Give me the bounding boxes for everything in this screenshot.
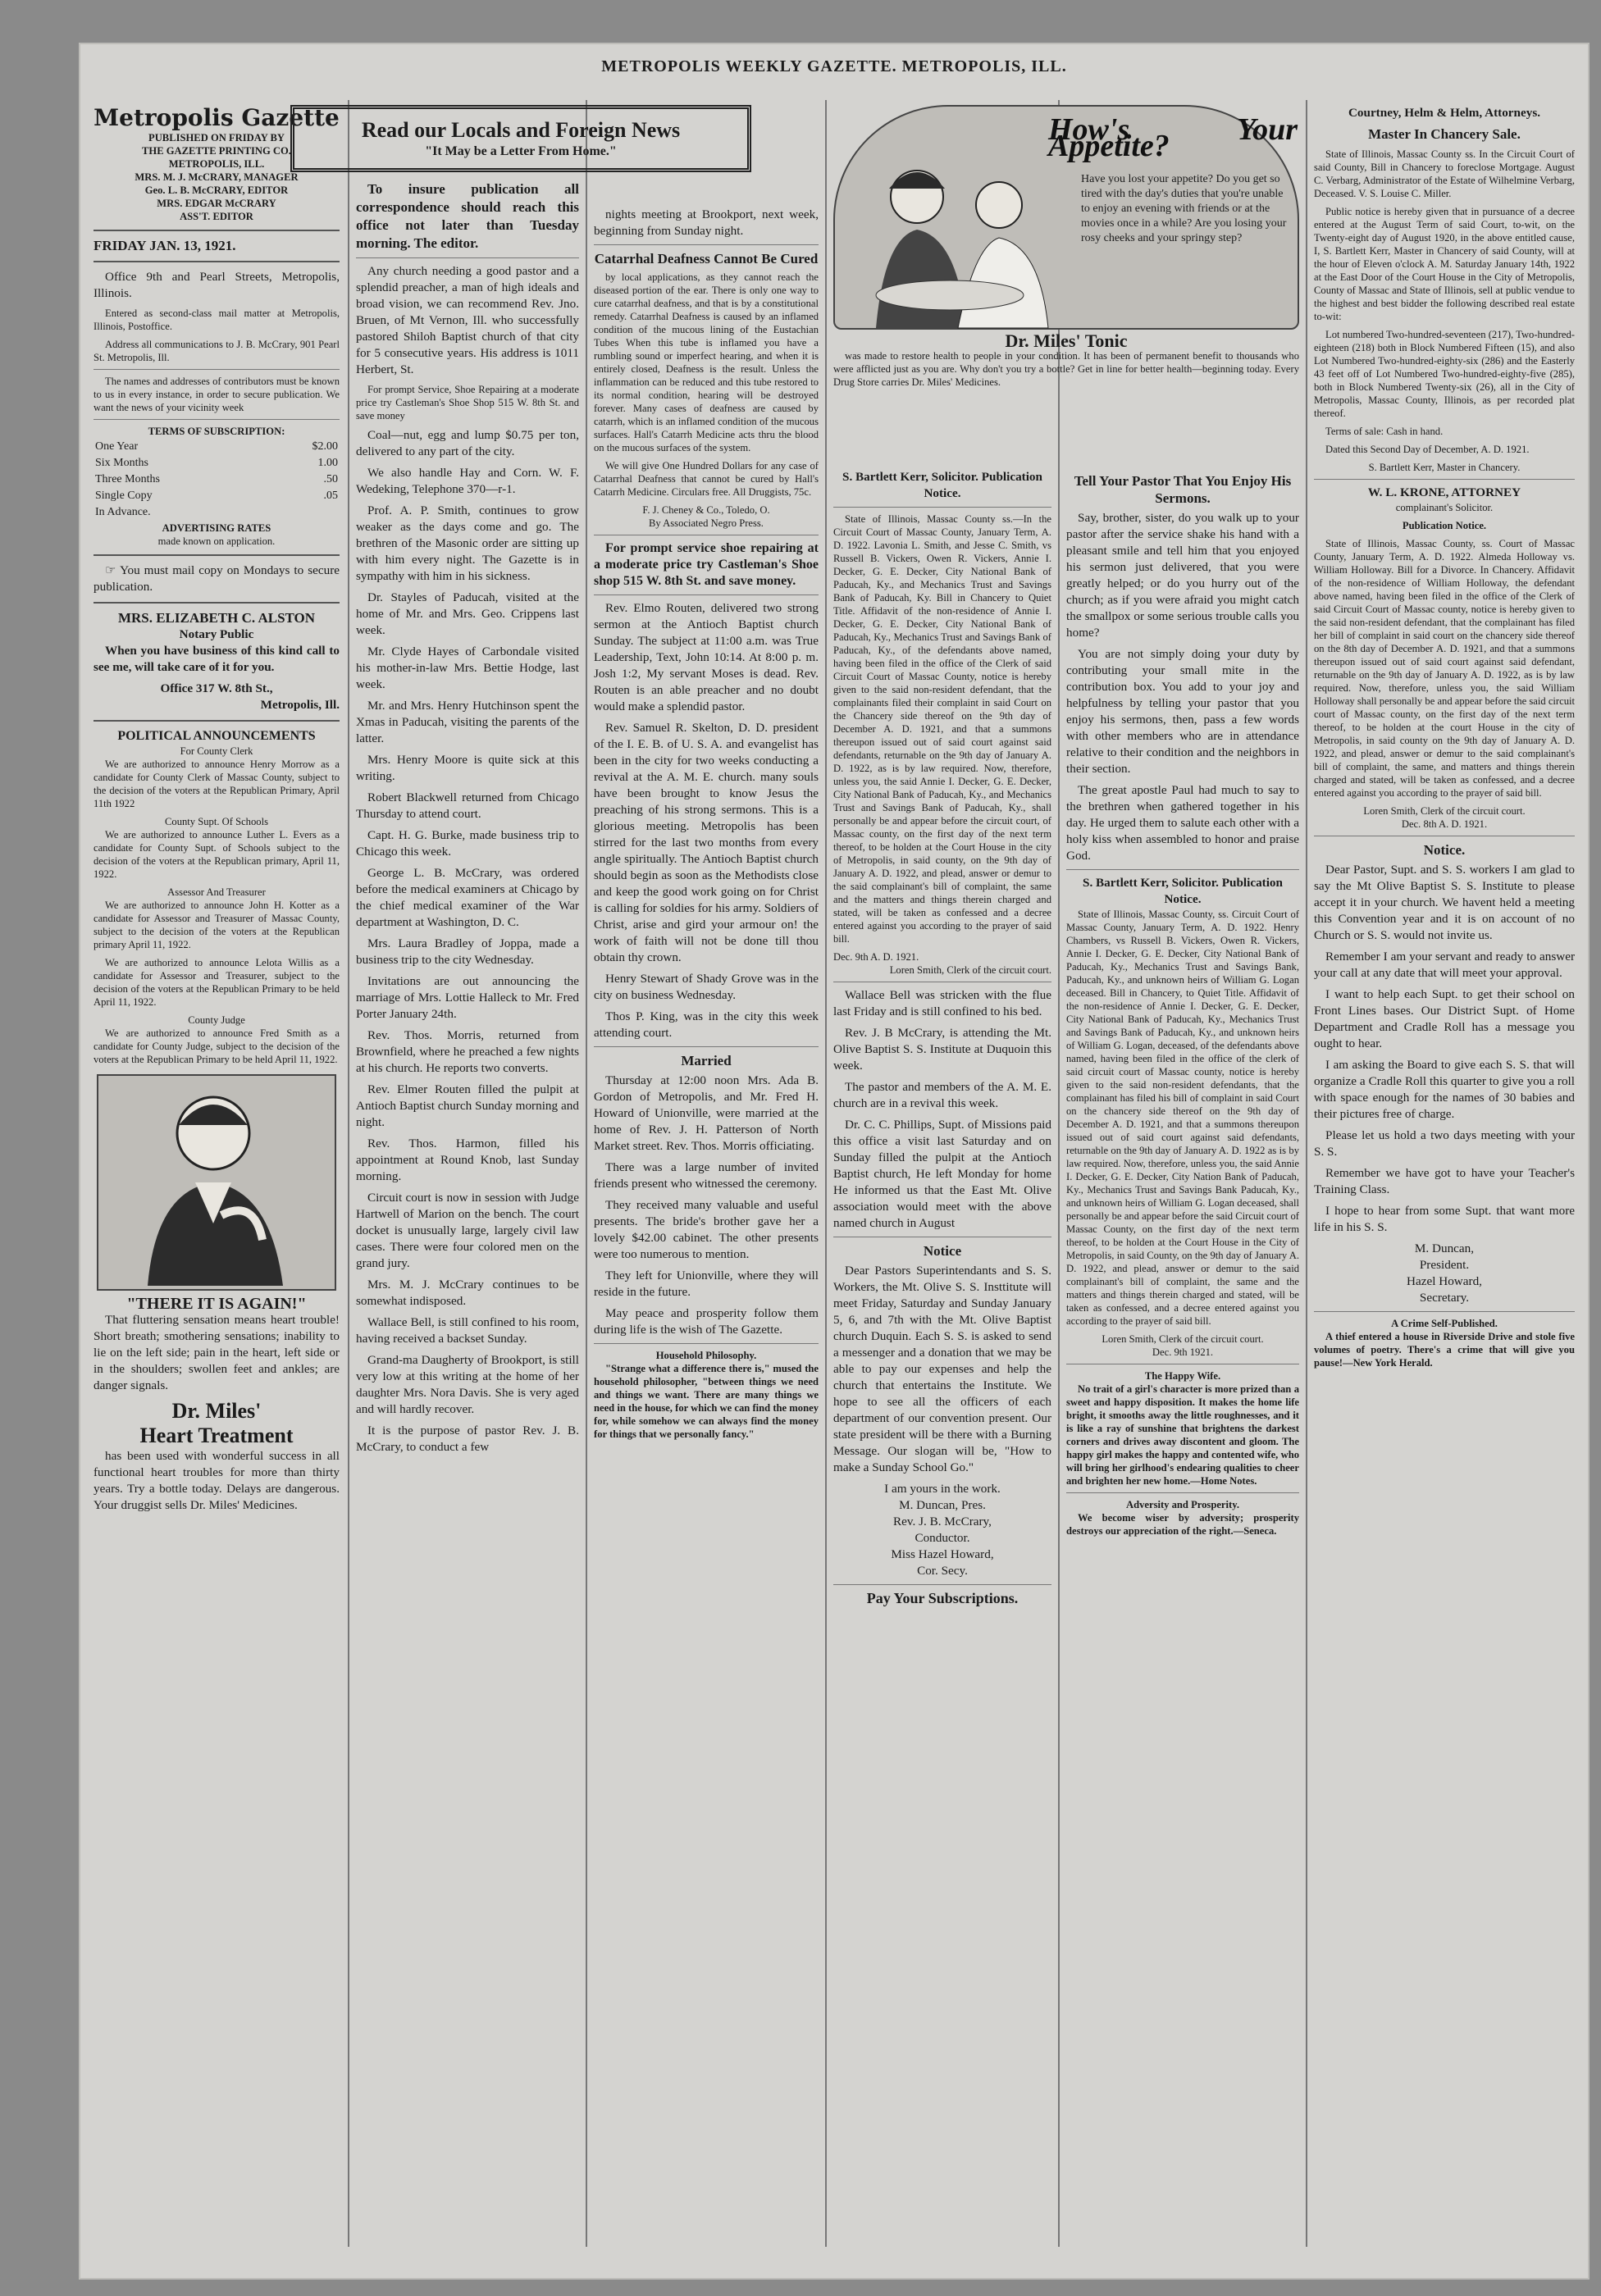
notice-signature: Cor. Secy. [917, 1564, 968, 1578]
married-item: Thursday at 12:00 noon Mrs. Ada B. Gordon of Metropolis, and Mr. Fred H. Howard of Unionville, were married at the home of Rev. J. H. Patterson of North Market street. Rev. Thos. Morris officiating. [594, 1073, 819, 1153]
terms-price: 1.00 [317, 457, 338, 469]
column-6 [1314, 105, 1575, 2270]
political-announcement: We are authorized to announce Fred Smith as a candidate for County Judge, subject to the decision of the voters at the Republican Primary to be held April 11, 1922. [94, 1027, 340, 1065]
terms-label: Single Copy [95, 490, 153, 502]
notice-signature: President. [1419, 1258, 1470, 1272]
local-item: Rev. Elmer Routen filled the pulpit at Antioch Baptist church Sunday morning and night. [356, 1082, 579, 1129]
publication-date: Dec. 8th A. D. 1921. [1401, 818, 1488, 830]
publication-notice: State of Illinois, Massac County, ss. Court of Massac County, January Term, A. D. 1922. Almeda Holloway vs. William Holloway. Bill for a Divorce. In Chancery. Affidavit of the non-residence of William Holloway, the defendant above named, having been filed in the office of the Clerk of said Circuit Court of Massac county, notice is hereby given to the said non-resident defendant, that the complainant has filed her bill of complaint in said court on the chancery side thereof on the 8th day of December A. D. 1921, and that a summons thereupon issued out of said court against said defendant, returnable on the 9th day of January A. D. 1922, as is by law required. Now, therefore, unless you, the said William Holloway shall personally be and appear before the said circuit court of Massac county, on the first day of the next term thereof, to be holden at the court House in the city of Metropolis, in said county on the 9th day of January A. D. 1922, and plead, answer or demur to the said complainant's bill of complaint, the same, and matters and things therein charged and stated, will be taken as confessed, and a decree entered against you according to the prayer of said bill. [1314, 538, 1575, 799]
masthead: METROPOLIS WEEKLY GAZETTE. METROPOLIS, ILL. [601, 57, 1067, 75]
legal-notice: State of Illinois, Massac County ss.—In the Circuit Court of Massac County, January Term, A. D. 1922. Lavonia L. Smith, and Jesse C. Smith, vs Russell B. Vickers, Owen R. Vickers, Annie I. Decker, G. E. Decker, City National Bank of Paducah, Ky., and Mechanics Trust and Savings Bank of Paducah, Ky. Bill in Chancery to Quiet Title. Affidavit of the non-residence of Annie I. Decker, G. E. Decker, City National Bank of Paducah, Ky., Mechanics Trust and Savings Bank of Paducah, Ky., of the defendants above named, having been filed in the office of the Clerk of said Circuit Court of Massac County, notice is hereby given to the said non-resident defendant, that the complainants filed their complaint in said Court on the Chancery side thereof on the 9th day of December A. D. 1921, and that a summons thereupon issued out of said court against said defendants, returnable on the 9th day of January A. D. 1922, as is by law required. Now, therefore, unless you, the said Annie I. Decker, G. E. Decker, City National Bank of Paducah, Ky., and Mechanics Trust and Savings Bank of Paducah, Ky., shall personally be and appear before the circuit court, of Massac county, on the first day of the next term thereof, to be holden at the Court House in the city of Metropolis, in said county, on the 9th day of January A. D. 1922, and plead, answer or demur to the said complainant's bill of complaint, the same and the matters and things therein charged and stated, will be taken as confessed and a decree entered against you according to the prayer of said bill. [833, 513, 1051, 945]
divider [94, 230, 340, 231]
married-item: They received many valuable and useful presents. The bride's brother gave her a lovely $42.00 cabinet. The other presents were too numerous to mention. [594, 1198, 819, 1261]
deafness-text: by local applications, as they cannot reach the diseased portion of the ear. There is only one way to cure catarrhal deafness, and that is by a constitutional remedy. Catarrhal Deafness is caused by an inflamed condition of the mucous lining of the Eustachian Tubes When this tube is inflamed you have a rumbling sound or imperfect hearing, and when it is entirely closed, Deafness is the result. Unless the inflammation can be reduced and this tube restored to its normal condition, hearing will be destroyed forever. Many cases of deafness are caused by catarrh, which is an inflamed condition of the mucous surfaces. Hall's Catarrh Medicine acts thru the blood on the mucous surfaces of the system. [594, 271, 819, 453]
column-rule [348, 100, 349, 2247]
local-item: Wallace Bell, is still confined to his room, having received a backset Sunday. [356, 1315, 579, 1346]
divider [1314, 1311, 1575, 1312]
column-rule [1306, 100, 1307, 2247]
women-dining-icon [835, 107, 1065, 328]
publisher-line: THE GAZETTE PRINTING CO. [142, 145, 291, 157]
married-item: They left for Unionville, where they will reside in the future. [594, 1269, 819, 1299]
local-item: Mr. Clyde Hayes of Carbondale visited his mother-in-law Mrs. Bettie Hodge, last week. [356, 645, 579, 691]
political-announcement: We are authorized to announce Henry Morrow as a candidate for County Clerk of Massac County, subject to the decision of the voters at the Republican Primary, April 11th 1922 [94, 758, 340, 809]
terms-row [95, 489, 338, 503]
notice-signature: I am yours in the work. [884, 1482, 1001, 1496]
notice-title: Notice [923, 1243, 962, 1259]
publisher-line: METROPOLIS, ILL. [168, 158, 265, 170]
local-item: It is the purpose of pastor Rev. J. B. McCrary, to conduct a few [356, 1424, 579, 1454]
column-5 [1066, 469, 1299, 2270]
publisher-line: MRS. EDGAR McCRARY [157, 198, 276, 209]
local-item: Circuit court is now in session with Judge Hartwell of Marion on the bench. The court docket is unusually large, largely civil law cases. There were four colored men on the grand jury. [356, 1191, 579, 1270]
mail-note-text: You must mail copy on Mondays to secure publication. [94, 563, 340, 594]
divider [94, 261, 340, 262]
column-3 [594, 207, 819, 2270]
office-address: Office 9th and Pearl Streets, Metropolis, Illinois. [94, 270, 340, 300]
terms-label: In Advance. [95, 506, 151, 518]
notice-paragraph: Dear Pastor, Supt. and S. S. workers I am glad to say the Mt Olive Baptist S. S. Institute to please accept it in your church. We havent held a meeting this Convention year and it is on account of no Church or S. S. would not invite us. [1314, 863, 1575, 942]
legal-date: Dec. 9th A. D. 1921. [833, 951, 919, 963]
notice-signature: M. Duncan, Pres. [899, 1498, 986, 1512]
political-announcement: We are authorized to announce Luther L. Evers as a candidate for County Supt. of Schools subject to the decision of the voters at the Republican primary, April 11, 1922. [94, 829, 340, 880]
terms-price: .05 [323, 490, 338, 502]
local-item: Mrs. M. J. McCrary continues to be somewhat indisposed. [356, 1278, 579, 1308]
mail-note [94, 563, 340, 595]
notary-text: When you have business of this kind call to see me, will take care of it for you. [94, 644, 340, 674]
column-rule [586, 100, 587, 2247]
divider [356, 257, 579, 258]
column-4 [833, 469, 1051, 2270]
divider [833, 1584, 1051, 1585]
sale-paragraph: State of Illinois, Massac County ss. In the Circuit Court of said County, Bill in Chancery to foreclose Mortgage. August C. Verbarg, Administrator of the Estate of Wilhelmine Verbarg, Deceased. V. S. Louise C. Miller. [1314, 148, 1575, 199]
publication-title: Publication Notice. [1402, 520, 1487, 531]
political-announcement: We are authorized to announce John H. Kotter as a candidate for Assessor and Treasurer of Massac County, subject to the decision of the voters at the Republican primary April 11, 1922. [94, 900, 340, 950]
notice-title: Notice. [1423, 842, 1466, 858]
sale-paragraph: Dated this Second Day of December, A. D. 1921. [1325, 444, 1530, 455]
box-subtitle: "It May be a Letter From Home." [425, 144, 617, 158]
address-note: Address all communications to J. B. McCrary, 901 Pearl St. Metropolis, Ill. [94, 339, 340, 363]
shoe-ad: For prompt service shoe repairing at a moderate price try Castleman's Shoe shop 515 W. 8th St. and save money. [594, 541, 819, 588]
ad-title: Dr. Miles' [171, 1399, 262, 1423]
political-announcement: We are authorized to announce Lelota Willis as a candidate for Assessor and Treasurer, subject to the decision of the voters at the Republican Primary to be held April 11, 1922. [94, 957, 340, 1008]
divider [1066, 869, 1299, 870]
local-item: George L. B. McCrary, was ordered before the medical examiners at Chicago by the chief medical examiner of the War department at Washington, D. C. [356, 866, 579, 929]
terms-price: .50 [323, 473, 338, 485]
notice-paragraph: I am asking the Board to give each S. S. that will organize a Cradle Roll this quarter to give you a roll with space enough for the names of 30 babies and their pictures free of charge. [1314, 1058, 1575, 1121]
man-illustration [97, 1074, 336, 1291]
notice-signature: Conductor. [915, 1531, 970, 1545]
local-item: Rev. J. B McCrary, is attending the Mt. Olive Baptist S. S. Institute at Duquoin this week. [833, 1026, 1051, 1073]
legal-notice: State of Illinois, Massac County, ss. Circuit Court of Massac County, January Term, A. D. 1922. Henry Chambers, vs Russell B. Vickers, Owen R. Vickers, Annie I. Decker, G. E. Decker, City National Bank of Paducah, Ky., Mechanics Trust and Savings Bank, Paducah, Ky., and unknown heirs of William G. Logan deceased. Bill in Chancery, to Quiet Title. Affidavit of the non-residence of Annie I. Decker, G. E. Decker, City National Bank of Paducah, Ky., Mechanics Trust and Savings Bank of Paducah, Ky., and unknown heirs of William G. Logan, deceased, of the defendants above named, having been filed in the office of the clerk of said circuit court of Massac county, notice is hereby given to the said non-resident defendants, that the complainant has filed his bill of complaint in said Court on the chancery side thereof on the 9th day of December A. D. 1921, and that a summons thereupon issued out of said court against said defendants, returnable on the 9th day of January A. D. 1922 as is by law required. Now, therefore, unless you, the said Annie I. Decker, G. E. Decker, City Nation Bank of Paducah, Ky., Mechanics Trust and Savings Bank Paducah, Ky., and unknown heirs of William G. Logan deceased, shall personally be and appear before the said Circuit court of Massac County, on the first day of the next term thereof, to be holden at the Court House in the City of Metropolis, in said County, on the 9th day of January A. D. 1922, and plead, answer or demur to the said complainant's bill of complaint, the same and the matters and things therein charged and stated, will be taken as confessed, and a decree entered against you according to the prayer of said bill. [1066, 909, 1299, 1327]
notary-name: MRS. ELIZABETH C. ALSTON [117, 610, 316, 626]
legal-signature: Loren Smith, Clerk of the circuit court. [889, 964, 1051, 976]
pastor-paragraph: The great apostle Paul had much to say to the brethren when gathered together in his day. He urged them to salute each other with a holy kiss when assembled to honor and praise God. [1066, 783, 1299, 863]
column-rule [825, 100, 827, 2247]
notice-signature: Rev. J. B. McCrary, [893, 1515, 992, 1528]
local-item: Robert Blackwell returned from Chicago Thursday to attend court. [356, 790, 579, 821]
terms-row [95, 472, 338, 487]
notice-signature: Miss Hazel Howard, [891, 1547, 994, 1561]
deafness-offer: We will give One Hundred Dollars for any case of Catarrhal Deafness that cannot be cured by Hall's Catarrh Medicine. Circulars free. All Druggists, 75c. [594, 460, 819, 498]
local-item: nights meeting at Brookport, next week, beginning from Sunday night. [594, 207, 819, 238]
press-credit: By Associated Negro Press. [649, 517, 764, 529]
sale-paragraph: Terms of sale: Cash in hand. [1325, 426, 1444, 437]
political-office: For County Clerk [180, 745, 253, 757]
paper-name: Metropolis Gazette [94, 104, 340, 131]
appetite-ad [833, 105, 1299, 466]
notice-signature: M. Duncan, [1414, 1241, 1475, 1255]
local-item: We also handle Hay and Corn. W. F. Wedeking, Telephone 370—r-1. [356, 466, 579, 496]
advertising-title: ADVERTISING RATES [162, 522, 271, 534]
local-item: Invitations are out announcing the marriage of Mrs. Lottie Halleck to Mr. Fred Porter January 24th. [356, 974, 579, 1021]
married-title: Married [681, 1053, 732, 1068]
philosophy-text: "Strange what a difference there is," mused the household philosopher, "between things we need and things we want. There are many things we need in the house, for which we can find the money for, while somehow we can always find the money for things that we personally fancy." [594, 1363, 819, 1440]
publisher-line: MRS. M. J. McCRARY, MANAGER [135, 171, 299, 183]
notice-paragraph: Remember I am your servant and ready to answer your call at any date that will meet your approval. [1314, 950, 1575, 980]
terms-row [95, 505, 338, 520]
notice-signature: Secretary. [1419, 1291, 1470, 1305]
local-item: Any church needing a good pastor and a splendid preacher, a man of high ideals and broad vision, we can recommend Rev. Jno. Bruen, of Mt Vernon, Ill. who successfully pastored Shiloh Baptist church of that city for 5 consecutive years. His address is 1011 Herbert, St. [356, 264, 579, 376]
column-1 [94, 105, 340, 2270]
notice-paragraph: I want to help each Supt. to get their school on Front Lines bases. Our District Supt. of Home Department and Cradle Roll has a message you ought to hear. [1314, 987, 1575, 1050]
legal-date: Dec. 9th 1921. [1152, 1346, 1214, 1358]
terms-row [95, 456, 338, 471]
crime-text: A thief entered a house in Riverside Drive and stole five volumes of poetry. There's a crime that will give you pause!—New York Herald. [1314, 1331, 1575, 1369]
pastor-title: Tell Your Pastor That You Enjoy His Sermons. [1074, 473, 1292, 506]
notary-office: Office 317 W. 8th St., [160, 681, 273, 695]
correspondence-notice: To insure publication all correspondence should reach this office not later than Tuesday morning. The editor. [356, 181, 579, 251]
publisher-line: ASS'T. EDITOR [180, 211, 253, 222]
local-item: Henry Stewart of Shady Grove was in the city on business Wednesday. [594, 972, 819, 1002]
man-clutching-chest-icon [98, 1076, 335, 1286]
column-2 [356, 105, 681, 2270]
local-item: Mr. and Mrs. Henry Hutchinson spent the Xmas in Paducah, visiting the parents of the latter. [356, 699, 579, 745]
divider [94, 602, 340, 604]
notice-signature: Hazel Howard, [1407, 1274, 1482, 1288]
local-item: Rev. Samuel R. Skelton, D. D. president of the I. E. B. of U. S. A. and evangelist has been in the city for two weeks conducting a revival at the A. M. E. church. many souls have been brought to know Jesus the preaching of his strong sermons. This is a glorious meeting. Metropolis has been stirred for the last two months from every angle spiritually. The Antioch Baptist church should begin as soon as the Methodists close and keep the good work going on for Christ is calling for soldies for his army. Soldiers of Christ, arise and gird your armour on! the work of faith will not be done till thou obtain thy crown. [594, 721, 819, 964]
publisher-line: Geo. L. B. McCRARY, EDITOR [144, 184, 289, 196]
box-title: Read our Locals and Foreign News [361, 118, 681, 142]
local-item: The pastor and members of the A. M. E. church are in a revival this week. [833, 1080, 1051, 1110]
political-office: Assessor And Treasurer [167, 886, 266, 898]
local-item: Dr. Stayles of Paducah, visited at the home of Mr. and Mrs. Geo. Crippens last week. [356, 590, 579, 637]
appetite-title: How's Your Appetite? [1048, 112, 1298, 163]
local-item: Wallace Bell was stricken with the flue last Friday and is still confined to his bed. [833, 988, 1051, 1018]
adversity-title: Adversity and Prosperity. [1126, 1499, 1239, 1510]
happy-text: No trait of a girl's character is more prized than a sweet and happy disposition. It makes the home life bright, it smooths away the little roughnesses, and it is like a ray of sunshine that brightens the darkest corners and drives away discontent and gloom. The happy girl makes the happy and contented wife, who will bring her girlhood's endearing qualities to cheer and brighten her new home.—Home Notes. [1066, 1383, 1299, 1487]
publisher-line: PUBLISHED ON FRIDAY BY [148, 132, 285, 144]
newspaper-page [79, 43, 1590, 2280]
legal-header: S. Bartlett Kerr, Solicitor. Publication Notice. [842, 470, 1042, 500]
local-item: Mrs. Laura Bradley of Joppa, made a business trip to the city Wednesday. [356, 936, 579, 967]
divider [94, 369, 340, 370]
divider [1066, 1492, 1299, 1493]
married-item: There was a large number of invited friends present who witnessed the ceremony. [594, 1160, 819, 1191]
notice-text: Dear Pastors Superintendants and S. S. Workers, the Mt. Olive S. S. Insttitute will meet Friday, Saturday and Sunday January 5, 6, and 7th with the Mt. Olive Baptist church Duquin. Each S. S. is asked to send a messenger and a donation that we may be able to pay our expenses and help the church that entertains the Institute. We hope to see all the officers of each department of our convention present. Our state president will be there with a Burning Message. Our slogan will be, "How to make a Sunday School Go." [833, 1264, 1051, 1474]
terms-row [95, 440, 338, 454]
ad-footer: has been used with wonderful success in all functional heart troubles for more than thirty years. Try a bottle today. Delays are dangerous. Your druggist sells Dr. Miles' Medicines. [94, 1449, 340, 1512]
pointing-hand-icon: ☞ [105, 563, 116, 577]
divider [594, 1343, 819, 1344]
sale-paragraph: Lot numbered Two-hundred-seventeen (217), Two-hundred-eighteen (218) both in Block Numbered Fifteen (15), and also Lot Numbered Two-hundred-eighty-six (286) and the Easterly 43 feet off of Lot Numbered Two-hundred-eighty-five (285), both in Block Numbered Twenty-six (26), all in the City of Metropolis, Massac County, Illinois, as per recorded plat thereof. [1314, 329, 1575, 419]
publication-signature: Loren Smith, Clerk of the circuit court. [1363, 805, 1526, 817]
happy-title: The Happy Wife. [1144, 1370, 1221, 1382]
krone-sub: complainant's Solicitor. [1395, 502, 1494, 513]
divider [594, 244, 819, 245]
contributors-note: The names and addresses of contributors must be known to us in every instance, in order to secure publication. We want the news of your vicinity week [94, 376, 340, 413]
pastor-paragraph: You are not simply doing your duty by contributing your small mite in the contribution box. You add to your joy and helpfulness by telling your pastor that you enjoy his sermons, then, pass a few words with other members who are in attendance relative to their condition and the neighbors in their section. [1066, 647, 1299, 776]
divider [94, 419, 340, 420]
local-item: Rev. Thos. Morris, returned from Brownfield, where he preached a few nights at his church. He reports two converts. [356, 1028, 579, 1075]
krone-header: W. L. KRONE, ATTORNEY [1367, 485, 1521, 499]
political-office: County Judge [188, 1014, 245, 1026]
local-item: Mrs. Henry Moore is quite sick at this writing. [356, 753, 579, 783]
local-item: Capt. H. G. Burke, made business trip to Chicago this week. [356, 828, 579, 859]
philosophy-title: Household Philosophy. [655, 1350, 757, 1361]
terms-title: TERMS OF SUBSCRIPTION: [148, 426, 285, 437]
local-item: Thos P. King, was in the city this week attending court. [594, 1009, 819, 1040]
adversity-text: We become wiser by adversity; prosperity destroys our appreciation of the right.—Seneca. [1066, 1512, 1299, 1537]
appetite-illustration [833, 105, 1299, 330]
local-item: Rev. Thos. Harmon, filled his appointment at Round Knob, last Sunday morning. [356, 1137, 579, 1183]
locals-box-ad [290, 105, 751, 172]
divider [94, 554, 340, 556]
sale-paragraph: Public notice is hereby given that in pursuance of a decree entered at the August Term of said Court, to-wit, on the Twenty-eight day of August 1920, in the above entitled cause, I, S. Bartlett Kerr, Master in Chancery of said County, will at the hour of Eleven o'clock A. M. Saturday January 14th, 1922 at the East Door of the Court House in the City of Metropolis, County of Massac and State of Illinois, sell at public vendue to the highest and best bidder the following described real estate to-wit: [1314, 206, 1575, 322]
entered-note: Entered as second-class mail matter at Metropolis, Illinois, Postoffice. [94, 308, 340, 332]
terms-price: $2.00 [312, 440, 338, 453]
divider [94, 720, 340, 722]
ad-headline: "THERE IT IS AGAIN!" [126, 1295, 307, 1313]
notice-paragraph: Please let us hold a two days meeting with your S. S. [1314, 1128, 1575, 1159]
legal-header: S. Bartlett Kerr, Solicitor. Publication Notice. [1083, 876, 1283, 906]
legal-signature: Loren Smith, Clerk of the circuit court. [1102, 1333, 1264, 1345]
subscriptions-notice: Pay Your Subscriptions. [866, 1590, 1019, 1606]
terms-label: Six Months [95, 457, 148, 469]
terms-label: Three Months [95, 473, 160, 485]
divider [833, 507, 1051, 508]
terms-table [94, 438, 340, 522]
divider [1314, 479, 1575, 480]
pastor-paragraph: Say, brother, sister, do you walk up to your pastor after the service shake his hand with a pleasant smile and tell him that you enjoyed his sermon just delivered, that you were greatly helped; or do you hurry out of the church; as if you were afraid you might catch the smallpox or some serious trouble calls you home? [1066, 511, 1299, 640]
tonic-text: was made to restore health to people in your condition. It has been of permanent benefit to thousands who were afflicted just as you are. Why don't you try a bottle? Get in line for better health—beginning today. Every Drug Store carries Dr. Miles' Medicines. [833, 350, 1299, 388]
deafness-title: Catarrhal Deafness Cannot Be Cured [594, 251, 819, 266]
divider [594, 594, 819, 595]
ad-title: Heart Treatment [139, 1424, 294, 1447]
local-item: Grand-ma Daugherty of Brookport, is still very low at this writing at the home of her daughter Mrs. Nora Davis. She is very aged and will hardly recover. [356, 1353, 579, 1416]
local-item: Rev. Elmo Routen, delivered two strong sermon at the Antioch Baptist church Sunday. The subject at 11:00 a.m. was True Leadership, Text, John 10:14. At 8:00 p. m. Josh 1:2, My servant Moses is dead. Rev. Routen is an able preacher and no doubt would make a splendid pastor. [594, 601, 819, 713]
notice-paragraph: I hope to hear from some Supt. that want more life in his S. S. [1314, 1204, 1575, 1234]
attorneys-header: Courtney, Helm & Helm, Attorneys. [1348, 106, 1541, 120]
sale-title: Master In Chancery Sale. [1368, 126, 1521, 142]
local-item: Prof. A. P. Smith, continues to grow weaker as the days come and go. The brethren of the Masonic order are sitting up with him every night. The Gazette is in sympathy with him in his sickness. [356, 503, 579, 583]
terms-label: One Year [95, 440, 139, 453]
tonic-title: Dr. Miles' Tonic [1005, 330, 1128, 351]
ad-body: That fluttering sensation means heart trouble! Short breath; smothering sensations; inability to lie on the left side; pain in the heart, left side or in the shoulders; swollen feet and ankles; are danger signals. [94, 1313, 340, 1392]
local-item: Coal—nut, egg and lump $0.75 per ton, delivered to any part of the city. [356, 428, 579, 458]
deafness-signature: F. J. Cheney & Co., Toledo, O. [642, 504, 770, 516]
divider [594, 1046, 819, 1047]
advertising-note: made known on application. [157, 535, 276, 547]
married-item: May peace and prosperity follow them during life is the wish of The Gazette. [594, 1306, 819, 1337]
notary-city: Metropolis, Ill. [260, 698, 340, 712]
local-item: Dr. C. C. Phillips, Supt. of Missions paid this office a visit last Saturday and on Sunday filled the pulpit at the Antioch Baptist church, He left Monday for home He informed us that the East Mt. Olive association would meet with the above named church in August [833, 1118, 1051, 1230]
crime-title: A Crime Self-Published. [1391, 1318, 1498, 1329]
notice-paragraph: Remember we have got to have your Teacher's Training Class. [1314, 1166, 1575, 1196]
date-line: FRIDAY JAN. 13, 1921. [94, 238, 236, 253]
political-title: POLITICAL ANNOUNCEMENTS [117, 729, 316, 743]
notary-title: Notary Public [179, 627, 254, 641]
sale-signature: S. Bartlett Kerr, Master in Chancery. [1368, 462, 1521, 473]
political-office: County Supt. Of Schools [165, 816, 268, 827]
terms-price [269, 505, 338, 520]
local-item: For prompt Service, Shoe Repairing at a moderate price try Castleman's Shoe Shop 515 W. 8th St. and save money [356, 384, 579, 421]
appetite-text: Have you lost your appetite? Do you get so tired with the day's duties that you're unable to enjoy an evening with friends or at the movies once in a while? Are you losing your rosy cheeks and your springy step? [1081, 173, 1287, 244]
